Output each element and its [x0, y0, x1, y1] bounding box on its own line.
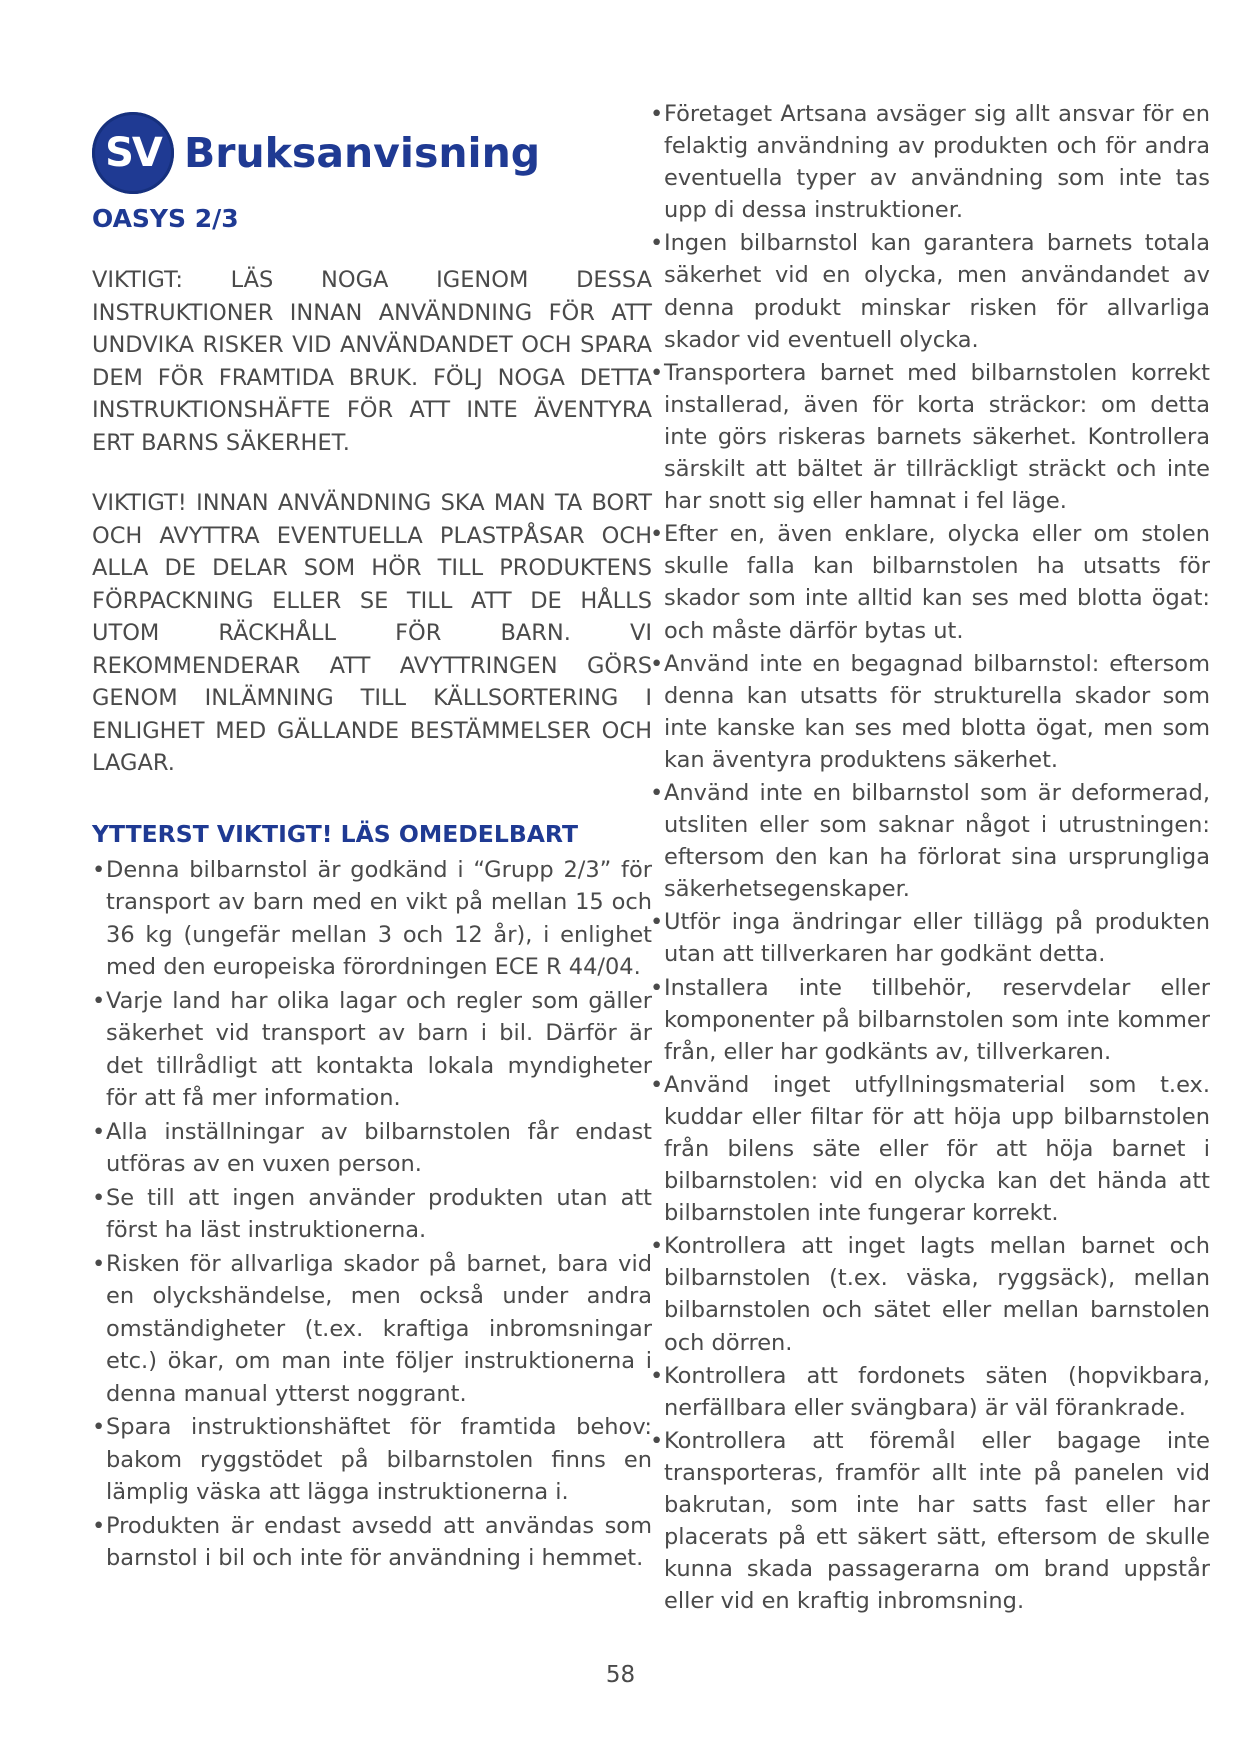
list-item: • Kontrollera att inget lagts mellan barnet och bilbarnstolen (t.ex. väska, ryggsäck), mellan bilbarnstolen och sätet eller mellan barnstolen och dörren. [650, 1230, 1210, 1358]
section-heading: YTTERST VIKTIGT! LÄS OMEDELBART [92, 819, 579, 848]
model-name: OASYS 2/3 [92, 204, 239, 233]
list-item: • Ingen bilbarnstol kan garantera barnets totala säkerhet vid en olycka, men användandet av denna produkt minskar risken för allvarliga skador vid eventuell olycka. [650, 227, 1210, 355]
list-item: • Kontrollera att fordonets säten (hopvikbara, nerfällbara eller svängbara) är väl förankrade. [650, 1360, 1210, 1424]
page-title: Bruksanvisning [184, 129, 541, 177]
list-item: • Utför inga ändringar eller tillägg på produkten utan att tillverkaren har godkänt detta. [650, 906, 1210, 970]
list-item: • Använd inte en bilbarnstol som är deformerad, utsliten eller som saknar något i utrustningen: eftersom den kan ha förlorat sina ursprungliga säkerhetsegenskaper. [650, 777, 1210, 905]
list-item: • Produkten är endast avsedd att användas som barnstol i bil och inte för användning i hemmet. [92, 1510, 652, 1575]
list-item: • Efter en, även enklare, olycka eller om stolen skulle falla kan bilbarnstolen ha utsatts för skador som inte alltid kan ses med blotta ögat: och måste därför bytas ut. [650, 518, 1210, 646]
notice-paragraph-1: VIKTIGT: LÄS NOGA IGENOM DESSA INSTRUKTIONER INNAN ANVÄNDNING FÖR ATT UNDVIKA RISKER VID ANVÄNDANDET OCH SPARA DEM FÖR FRAMTIDA BRUK. FÖLJ NOGA DETTA INSTRUKTIONSHÄFTE FÖR ATT INTE ÄVENTYRA ERT BARNS SÄKERHET. [92, 267, 652, 456]
list-item: • Installera inte tillbehör, reservdelar eller komponenter på bilbarnstolen som inte kommer från, eller har godkänts av, tillverkaren. [650, 972, 1210, 1068]
notice-paragraph-2: VIKTIGT! INNAN ANVÄNDNING SKA MAN TA BORT OCH AVYTTRA EVENTUELLA PLASTPÅSAR OCH ALLA DE DELAR SOM HÖR TILL PRODUKTENS FÖRPACKNING ELLER SE TILL ATT DE HÅLLS UTOM RÄCKHÅLL FÖR BARN. VI REKOMMENDERAR ATT AVYTTRINGEN GÖRS GENOM INLÄMNING TILL KÄLLSORTERING I ENLIGHET MED GÄLLANDE BESTÄMMELSER OCH LAGAR. [92, 490, 652, 776]
list-item: • Använd inte en begagnad bilbarnstol: eftersom denna kan utsatts för strukturella skador som inte kanske kan ses med blotta ögat, men som kan äventyra produktens säkerhet. [650, 648, 1210, 776]
list-item: • Varje land har olika lagar och regler som gäller säkerhet vid transport av barn i bil. Därför är det tillrådligt att kontakta lokala myndigheter för att få mer information. [92, 985, 652, 1115]
list-item: • Risken för allvarliga skador på barnet, bara vid en olyckshändelse, men också under andra omständigheter (t.ex. kraftiga inbromsningar etc.) ökar, om man inte följer instruktionerna i denna manual ytterst noggrant. [92, 1248, 652, 1411]
list-item: • Transportera barnet med bilbarnstolen korrekt installerad, även för korta sträckor: om detta inte görs riskeras barnets säkerhet. Kontrollera särskilt att bältet är tillräckligt sträckt och inte har snott sig eller hamnat i fel läge. [650, 357, 1210, 517]
page-number: 58 [605, 1662, 636, 1688]
language-badge: SV [92, 112, 174, 194]
right-bullet-list [650, 98, 1210, 1617]
list-item: • Spara instruktionshäftet för framtida behov: bakom ryggstödet på bilbarnstolen finns en lämplig väska att lägga instruktionerna i. [92, 1411, 652, 1509]
list-item: • Denna bilbarnstol är godkänd i “Grupp 2/3” för transport av barn med en vikt på mellan 15 och 36 kg (ungefär mellan 3 och 12 år), i enlighet med den europeiska förordningen ECE R 44/04. [92, 854, 652, 984]
list-item: • Kontrollera att föremål eller bagage inte transporteras, framför allt inte på panelen vid bakrutan, som inte har satts fast eller har placerats på ett säkert sätt, eftersom de skulle kunna skada passagerarna om brand uppstår eller vid en kraftig inbromsning. [650, 1425, 1210, 1618]
list-item: • Använd inget utfyllningsmaterial som t.ex. kuddar eller filtar för att höja upp bilbarnstolen från bilens säte eller för att höja barnet i bilbarnstolen: vid en olycka kan det hända att bilbarnstolen inte fungerar korrekt. [650, 1069, 1210, 1229]
list-item: • Se till att ingen använder produkten utan att först ha läst instruktionerna. [92, 1182, 652, 1247]
left-column [92, 264, 652, 1576]
list-item: • Företaget Artsana avsäger sig allt ansvar för en felaktig användning av produkten och för andra eventuella typer av användning som inte tas upp di dessa instruktioner. [650, 98, 1210, 226]
header [92, 112, 540, 194]
list-item: • Alla inställningar av bilbarnstolen får endast utföras av en vuxen person. [92, 1116, 652, 1181]
left-bullet-list [92, 854, 652, 1575]
right-column [650, 98, 1210, 1618]
